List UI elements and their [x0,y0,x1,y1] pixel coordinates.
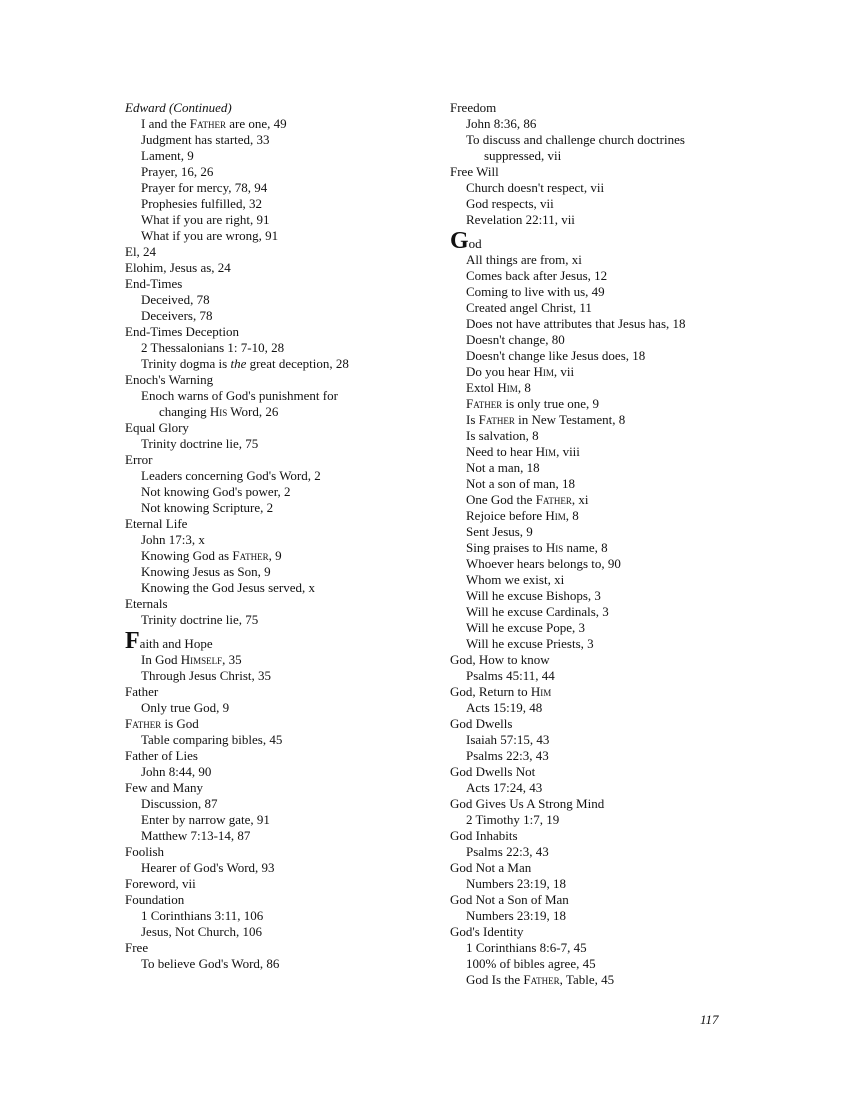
text: In God [141,652,181,667]
small-caps-text: Father [535,492,572,507]
index-entry: God Dwells Not [450,764,536,779]
index-subentry: What if you are wrong, 91 [141,228,279,243]
index-entry: God Not a Son of Man [450,892,569,907]
index-subentry: Lament, 9 [141,148,194,163]
index-subentry [450,508,750,524]
index-subentry: Church doesn't respect, vii [466,180,605,195]
index-subentry: Psalms 22:3, 43 [466,844,549,859]
text: God Is the [466,972,524,987]
index-entry: God's Identity [450,924,524,939]
index-subentry [125,356,440,372]
index-subentry: Coming to live with us, 49 [466,284,605,299]
index-entry: Foreword, vii [125,876,196,891]
index-subentry: Will he excuse Pope, 3 [466,620,585,635]
section-letter-entry [125,630,440,652]
index-subentry: Does not have attributes that Jesus has, 18 [466,316,686,331]
index-subentry: Numbers 23:19, 18 [466,876,567,891]
small-caps-text: Father [232,548,269,563]
index-subentry [450,364,750,380]
index-subentry: Will he excuse Cardinals, 3 [466,604,609,619]
index-subentry [125,548,440,564]
text: is God [161,716,199,731]
index-subentry [125,652,440,668]
index-entry: Foundation [125,892,185,907]
index-subentry [450,540,750,556]
index-subentry: Knowing Jesus as Son, 9 [141,564,271,579]
section-initial: F [125,628,140,654]
index-subentry: Table comparing bibles, 45 [141,732,283,747]
index-subentry: Created angel Christ, 11 [466,300,592,315]
index-subentry [450,412,750,428]
index-subentry: John 8:36, 86 [466,116,537,131]
section-letter-entry [450,230,750,252]
small-caps-text: Him [533,364,554,379]
small-caps-text: Himself [180,652,223,667]
index-subentry [450,444,750,460]
index-entry: Eternal Life [125,516,188,531]
index-entry: Elohim, Jesus as, 24 [125,260,231,275]
text: , Table, 45 [559,972,615,987]
index-subentry: John 17:3, x [141,532,205,547]
text: Word, 26 [227,404,279,419]
index-subentry: 2 Timothy 1:7, 19 [466,812,560,827]
text: are one, 49 [225,116,287,131]
index-subentry: Not knowing God's power, 2 [141,484,291,499]
index-subentry: Revelation 22:11, vii [466,212,575,227]
index-subentry: Enter by narrow gate, 91 [141,812,270,827]
page-number: 117 [700,1012,719,1027]
text: , 8 [517,380,531,395]
text: , 35 [222,652,242,667]
index-subentry: God respects, vii [466,196,554,211]
index-subentry: Doesn't change, 80 [466,332,565,347]
index-entry: Few and Many [125,780,203,795]
index-subentry: 100% of bibles agree, 45 [466,956,596,971]
index-subentry: Sent Jesus, 9 [466,524,533,539]
text: Rejoice before [466,508,546,523]
index-subentry: Doesn't change like Jesus does, 18 [466,348,646,363]
italic-text: the [230,356,247,371]
index-entry: Free [125,940,149,955]
small-caps-text: Father [466,396,503,411]
text: , 9 [268,548,282,563]
index-subentry: Not a son of man, 18 [466,476,576,491]
continued-heading: Edward (Continued) [125,100,232,115]
index-subentry: Discussion, 87 [141,796,218,811]
index-entry: God Inhabits [450,828,518,843]
index-entry: End-Times Deception [125,324,239,339]
index-subentry: Jesus, Not Church, 106 [141,924,262,939]
index-subentry: Comes back after Jesus, 12 [466,268,608,283]
index-subentry [450,492,750,508]
small-caps-text: His [209,404,228,419]
text: Sing praises to [466,540,546,555]
text: , 8 [565,508,579,523]
text: name, 8 [563,540,608,555]
small-caps-text: Father [523,972,560,987]
index-subentry: Whom we exist, xi [466,572,565,587]
index-subentry-continuation: suppressed, vii [484,148,562,163]
index-subentry [450,396,750,412]
index-subentry: Hearer of God's Word, 93 [141,860,275,875]
index-subentry: Psalms 45:11, 44 [466,668,555,683]
index-subentry: Prayer for mercy, 78, 94 [141,180,268,195]
index-subentry-continuation [125,404,440,420]
index-entry: God, How to know [450,652,550,667]
index-subentry: Is salvation, 8 [466,428,539,443]
index-entry: Free Will [450,164,499,179]
index-entry: Error [125,452,153,467]
index-entry: Enoch's Warning [125,372,214,387]
index-left-column [125,100,440,972]
text: , xi [571,492,589,507]
index-entry: God Dwells [450,716,513,731]
index-subentry: What if you are right, 91 [141,212,270,227]
small-caps-text: His [545,540,564,555]
small-caps-text: Him [545,508,566,523]
text: in New Testament, 8 [514,412,626,427]
index-subentry: Psalms 22:3, 43 [466,748,549,763]
section-initial: G [450,228,469,254]
text: Need to hear [466,444,536,459]
index-subentry: Trinity doctrine lie, 75 [141,436,259,451]
index-subentry [450,380,750,396]
index-subentry: 1 Corinthians 8:6-7, 45 [466,940,587,955]
index-subentry: Acts 17:24, 43 [466,780,543,795]
index-right-column [450,100,750,988]
index-entry: Freedom [450,100,497,115]
text: Knowing God as [141,548,233,563]
text: I and the [141,116,190,131]
index-subentry: Through Jesus Christ, 35 [141,668,271,683]
text: changing [159,404,210,419]
text: Do you hear [466,364,534,379]
index-subentry: 1 Corinthians 3:11, 106 [141,908,264,923]
index-subentry: Deceivers, 78 [141,308,213,323]
index-subentry: Numbers 23:19, 18 [466,908,567,923]
text: aith and Hope [139,636,213,651]
text: Extol [466,380,498,395]
text: Trinity dogma is [141,356,231,371]
small-caps-text: Him [530,684,552,699]
index-subentry [450,972,750,988]
small-caps-text: Father [125,716,162,731]
index-subentry: Will he excuse Priests, 3 [466,636,594,651]
index-subentry: Trinity doctrine lie, 75 [141,612,259,627]
index-subentry: Not knowing Scripture, 2 [141,500,274,515]
small-caps-text: Him [535,444,557,459]
index-entry: Foolish [125,844,165,859]
index-subentry: Prayer, 16, 26 [141,164,214,179]
index-entry [450,684,750,700]
index-subentry: Isaiah 57:15, 43 [466,732,550,747]
index-subentry: Not a man, 18 [466,460,540,475]
text: Is [466,412,479,427]
text: , vii [553,364,575,379]
index-entry [125,716,440,732]
index-entry: Eternals [125,596,168,611]
index-subentry: Only true God, 9 [141,700,230,715]
index-entry: End-Times [125,276,183,291]
index-subentry: Will he excuse Bishops, 3 [466,588,601,603]
small-caps-text: Father [478,412,515,427]
text: od [468,236,482,251]
index-subentry: Whoever hears belongs to, 90 [466,556,621,571]
index-subentry: 2 Thessalonians 1: 7-10, 28 [141,340,285,355]
index-entry: Equal Glory [125,420,189,435]
index-subentry: Prophesies fulfilled, 32 [141,196,262,211]
text: is only true one, 9 [502,396,599,411]
index-subentry: All things are from, xi [466,252,582,267]
text: God, Return to [450,684,531,699]
index-entry: El, 24 [125,244,157,259]
index-subentry: Enoch warns of God's punishment for [141,388,338,403]
small-caps-text: Father [189,116,226,131]
text: great deception, 28 [246,356,349,371]
index-entry: Father [125,684,159,699]
index-subentry: Leaders concerning God's Word, 2 [141,468,321,483]
index-subentry: Matthew 7:13-14, 87 [141,828,251,843]
index-subentry: Acts 15:19, 48 [466,700,543,715]
index-entry: God Gives Us A Strong Mind [450,796,605,811]
text: One God the [466,492,536,507]
index-subentry [125,116,440,132]
small-caps-text: Him [497,380,518,395]
index-subentry: Deceived, 78 [141,292,210,307]
index-entry: Father of Lies [125,748,198,763]
index-subentry: Knowing the God Jesus served, x [141,580,316,595]
index-entry: God Not a Man [450,860,532,875]
index-subentry: To discuss and challenge church doctrines [466,132,685,147]
index-subentry: To believe God's Word, 86 [141,956,280,971]
index-subentry: Judgment has started, 33 [141,132,270,147]
text: , viii [556,444,580,459]
index-subentry: John 8:44, 90 [141,764,212,779]
